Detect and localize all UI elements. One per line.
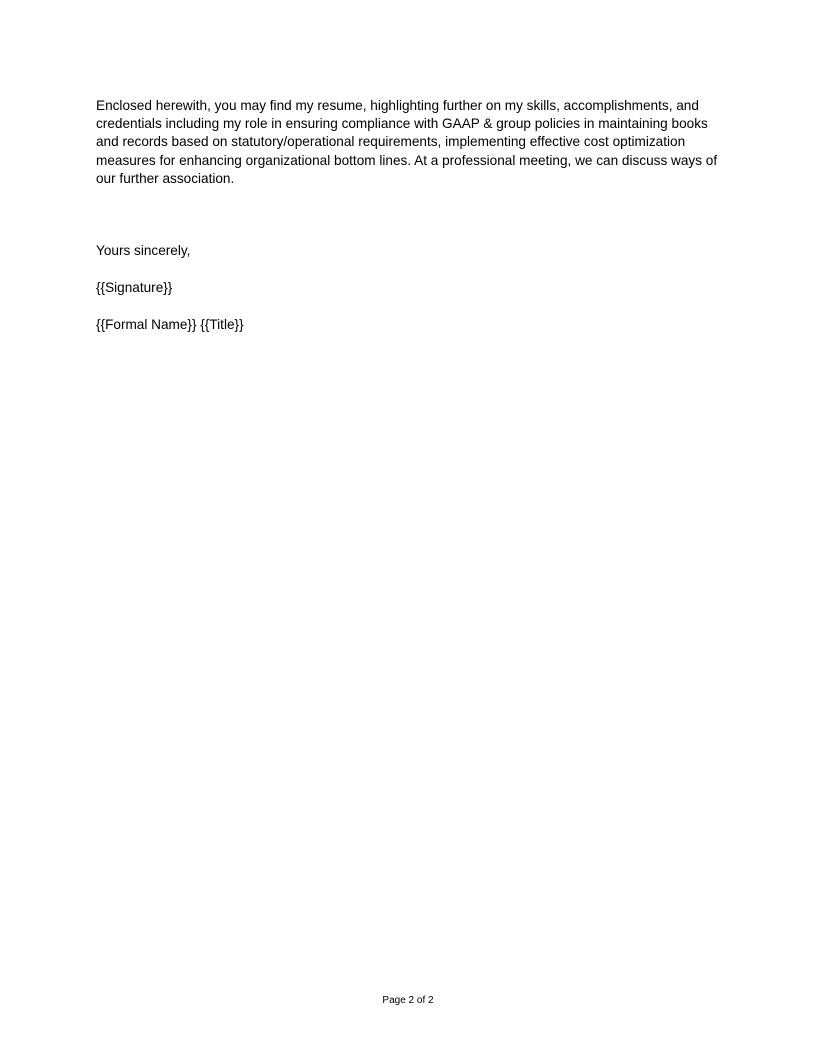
- name-title-placeholder: {{Formal Name}} {{Title}}: [96, 317, 244, 333]
- closing-salutation: Yours sincerely,: [96, 243, 191, 259]
- body-paragraph: Enclosed herewith, you may find my resume, highlighting further on my skills, accomplishments, and credentials including my role in ensuring compliance with GAAP & group policies in maintaining books and records based on statutory/operational requirements, implementing effective cost optimization measures for enhancing organizational bottom lines. At a professional meeting, we can discuss ways of our further association.: [96, 98, 718, 186]
- signature-placeholder: {{Signature}}: [96, 280, 173, 296]
- page-number-footer: Page 2 of 2: [382, 995, 434, 1006]
- letter-content: [96, 97, 720, 335]
